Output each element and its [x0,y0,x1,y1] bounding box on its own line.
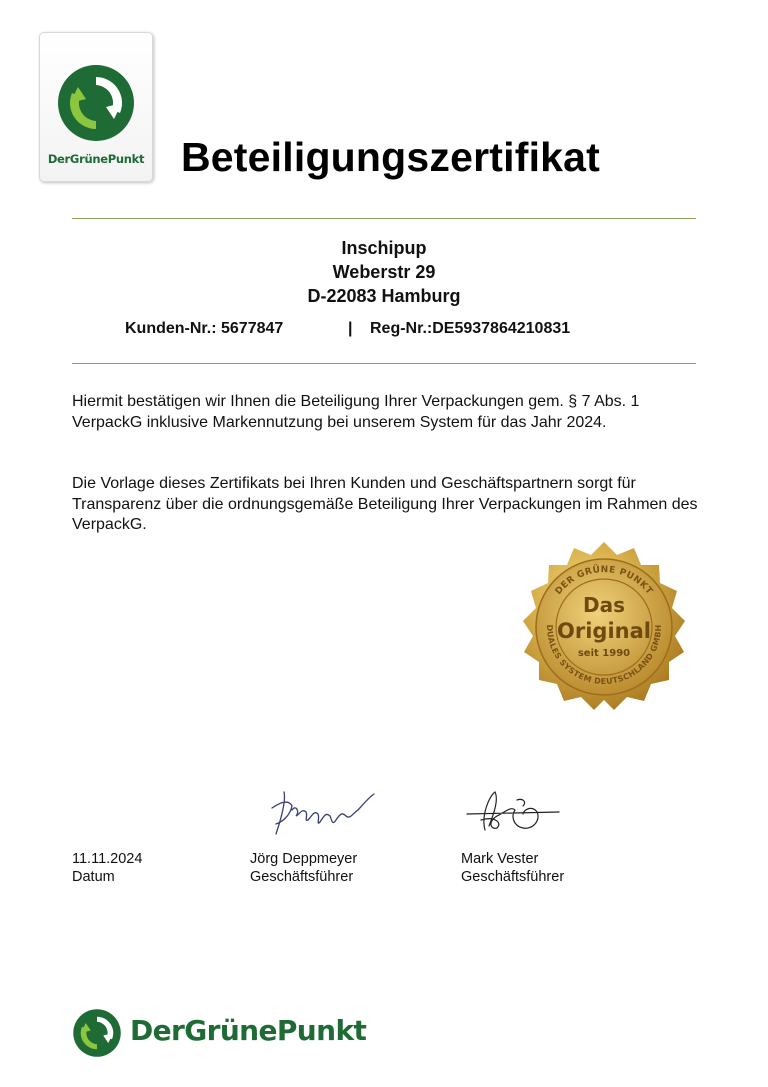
company-street: Weberstr 29 [332,262,436,282]
signer-1-block [250,850,357,886]
registration-number: Reg-Nr.:DE5937864210831 [370,320,571,337]
logo-box [39,32,153,182]
seal-line-das: Das [582,593,626,617]
customer-number: Kunden-Nr.: 5677847 [125,320,284,337]
date-label: Datum [72,869,115,885]
seal-ring-bottom: DUALES SYSTEM DEUTSCHLAND GMBH [544,624,664,687]
das-original-seal [517,540,691,714]
bottom-logo-icon [72,1008,122,1058]
date-value: 11.11.2024 [72,851,143,867]
seal-ring-top: DER GRÜNE PUNKT [553,564,655,597]
divider [72,363,696,364]
divider [72,218,696,219]
id-separator: | [348,320,353,337]
logo-text: DerGrünePunkt [47,152,145,166]
signer-2-name: Mark Vester [461,851,539,867]
signature-joerg-deppmeyer [262,786,382,838]
signer-1-name: Jörg Deppmeyer [250,851,358,867]
company-city: D-22083 Hamburg [307,286,461,306]
certificate-title: Beteiligungszertifikat [181,134,601,180]
signer-1-role: Geschäftsführer [250,869,354,885]
transparency-paragraph: Die Vorlage dieses Zertifikats bei Ihren Kunden und Geschäftspartnern sorgt für Transparenz über die ordnungsgemäße Beteiligung Ihrer Verpackungen im Rahmen des VerpackG. [72,475,698,533]
signer-2-block [461,850,564,886]
company-name: Inschipup [341,238,427,258]
signature-mark-vester [463,786,563,838]
confirmation-paragraph: Hiermit bestätigen wir Ihnen die Beteiligung Ihrer Verpackungen gem. § 7 Abs. 1 VerpackG inklusive Markennutzung bei unserem System für das Jahr 2024. [72,393,640,431]
bottom-logo-text: DerGrünePunkt [130,1014,367,1047]
signer-2-role: Geschäftsführer [461,869,565,885]
gruener-punkt-arrows-icon [56,63,136,143]
seal-line-original: Original [557,619,651,643]
seal-line-since: seit 1990 [577,648,631,659]
date-block [72,850,142,886]
